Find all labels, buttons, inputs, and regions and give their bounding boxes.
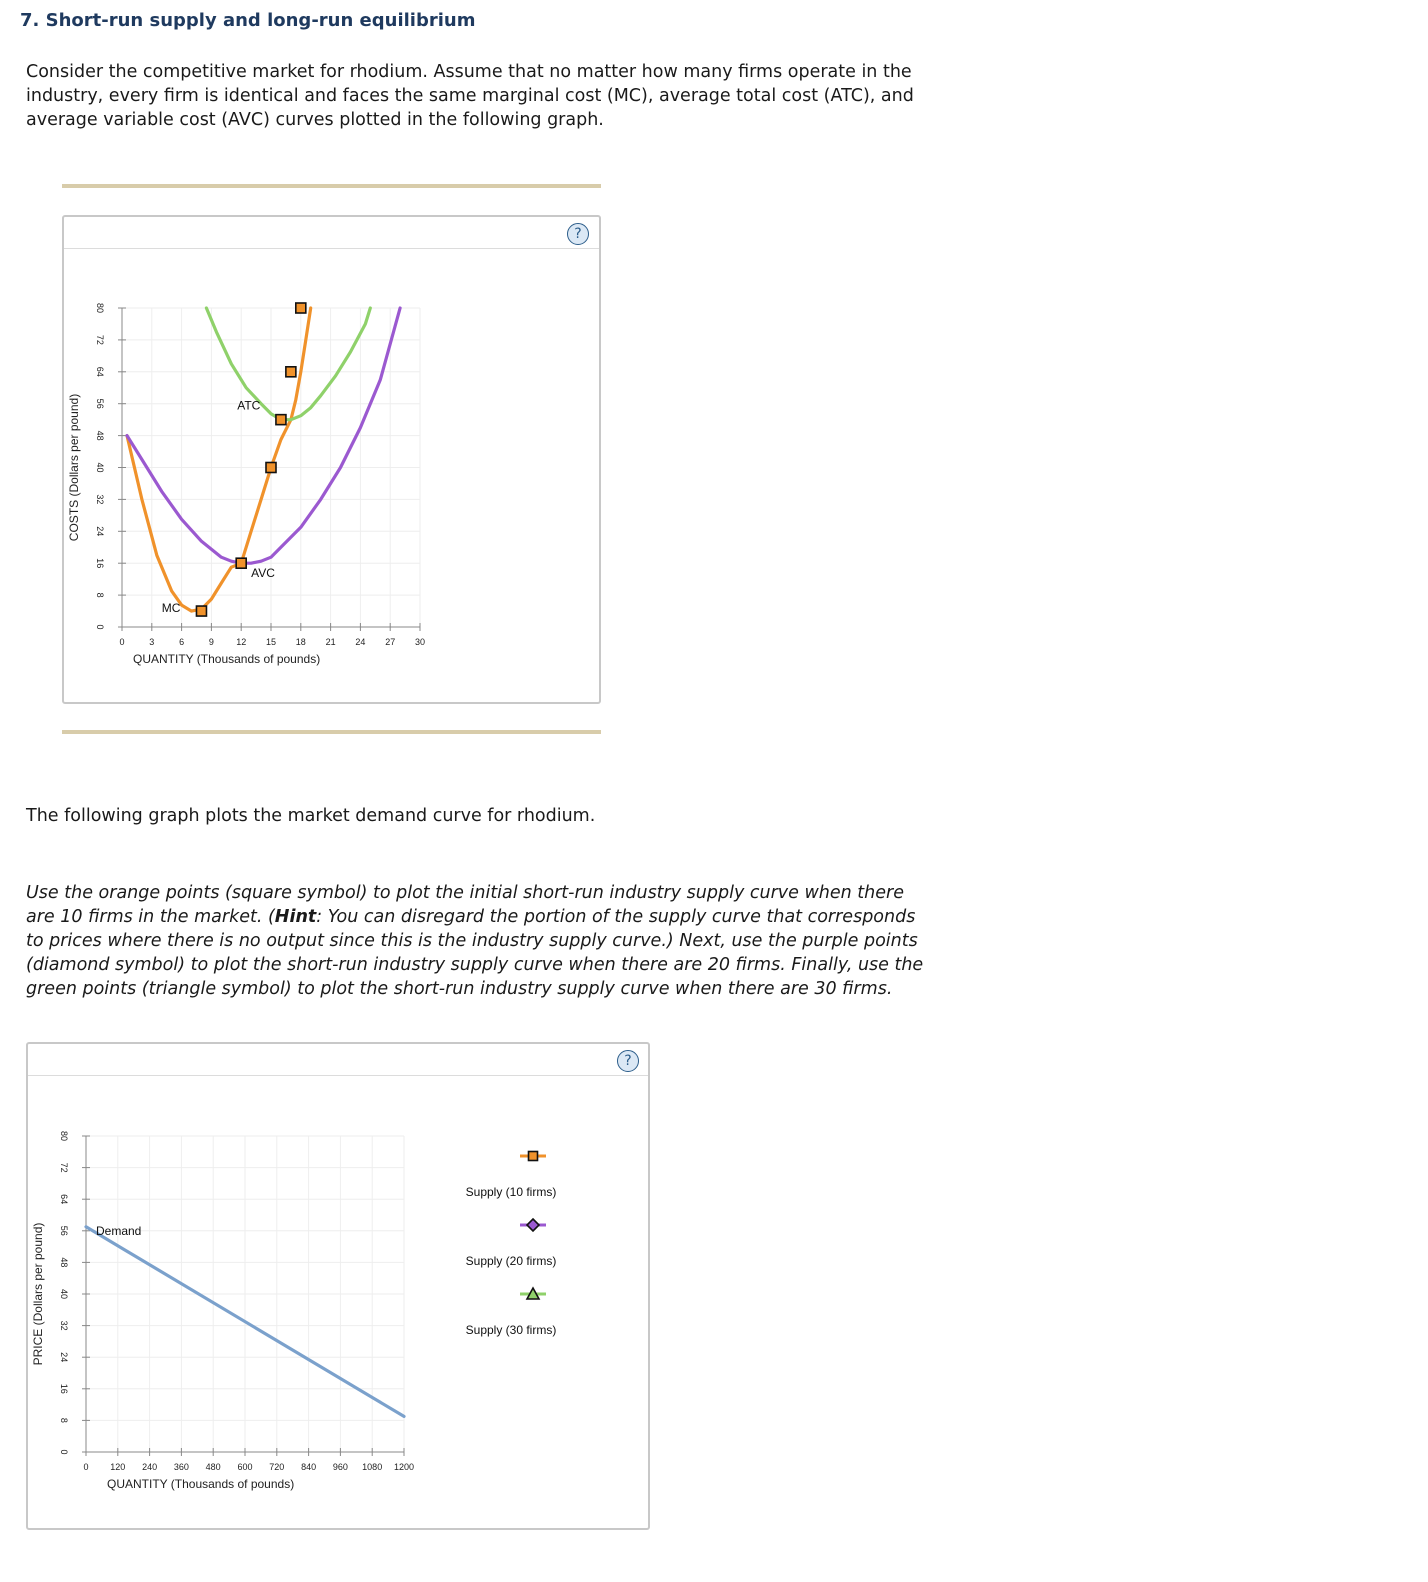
cost-y-tick-label: 64 (95, 366, 105, 377)
demand-y-tick-label: 24 (59, 1352, 69, 1363)
intro-text: Consider the competitive market for rhodium. Assume that no matter how many firms operate in the industry, every firm is identical and faces the same marginal cost (MC), average total cost (ATC), and average variable cost (AVC) curves plotted in the following graph. (26, 62, 914, 130)
cost-graph-help-icon[interactable]: ? (567, 223, 589, 245)
atc-curve (206, 308, 370, 420)
mc-curve (127, 308, 311, 611)
cost-x-tick-label: 3 (149, 637, 155, 647)
demand-y-tick-label: 40 (59, 1288, 69, 1300)
cost-y-tick-label: 8 (95, 592, 105, 598)
cost-x-tick-label: 21 (325, 637, 336, 647)
cost-x-tick-label: 0 (119, 637, 125, 647)
cost-x-tick-label: 27 (385, 637, 396, 647)
demand-x-tick-label: 0 (83, 1462, 89, 1472)
legend-square-marker (529, 1152, 538, 1161)
page-title: 7. Short-run supply and long-run equilibrium (20, 10, 476, 31)
demand-x-tick-label: 840 (301, 1462, 317, 1472)
cost-y-tick-label: 0 (95, 624, 105, 630)
instruction-part-1: Use the orange points (square symbol) to plot the initial short-run industry supply curve when there are 10 firms in the market. ( (26, 883, 904, 927)
demand-x-tick-label: 1080 (362, 1462, 383, 1472)
mc-point (286, 367, 296, 377)
cost-x-tick-label: 30 (414, 637, 426, 647)
cost-y-tick-label: 40 (95, 462, 105, 473)
demand-x-tick-label: 360 (173, 1462, 189, 1472)
demand-graph-help-icon[interactable]: ? (617, 1050, 639, 1072)
avc-label: AVC (251, 566, 275, 581)
cost-x-axis-title: QUANTITY (Thousands of pounds) (133, 652, 321, 666)
bottom-divider (62, 730, 601, 734)
instruction-part-2: : You can disregard the portion of the supply curve that corresponds to prices where there is no output since this is the industry supply curve.) Next, use the purple points (diamond symbol) to plot the short-run industry supply curve when there are 20 firms. Finally, use the green points (triangle symbol) to plot the short-run industry supply curve when there are 30 firms. (26, 907, 924, 999)
hint-label: Hint (274, 907, 317, 927)
instruction-text (26, 881, 926, 1001)
cost-x-tick-label: 12 (236, 637, 247, 647)
mc-point (196, 606, 206, 616)
demand-y-tick-label: 72 (58, 1162, 69, 1173)
mc-point (266, 463, 276, 473)
cost-x-tick-label: 9 (208, 637, 214, 647)
demand-y-tick-label: 16 (59, 1383, 69, 1394)
demand-y-tick-label: 48 (59, 1257, 69, 1268)
mc-point (236, 558, 246, 568)
demand-x-tick-label: 240 (142, 1462, 158, 1472)
cost-chart[interactable] (62, 215, 601, 704)
cost-y-tick-label: 16 (95, 558, 105, 569)
cost-y-tick-label: 56 (95, 398, 105, 409)
demand-intro-text: The following graph plots the market demand curve for rhodium. (26, 806, 596, 826)
demand-chart[interactable] (26, 1042, 650, 1530)
cost-y-tick-label: 80 (95, 302, 105, 314)
demand-x-tick-label: 1200 (393, 1462, 415, 1472)
demand-x-tick-label: 120 (110, 1462, 126, 1472)
demand-y-tick-label: 32 (59, 1320, 69, 1331)
cost-x-tick-label: 15 (265, 637, 277, 647)
cost-y-axis-title: COSTS (Dollars per pound) (67, 393, 81, 542)
mc-point (276, 415, 286, 425)
legend-label-square: Supply (10 firms) (465, 1185, 557, 1199)
legend-label-diamond: Supply (20 firms) (465, 1254, 557, 1268)
cost-y-tick-label: 24 (95, 526, 105, 537)
cost-y-tick-label: 72 (95, 334, 105, 345)
top-divider (62, 184, 601, 188)
demand-x-tick-label: 600 (237, 1462, 253, 1472)
legend-diamond-marker (527, 1219, 539, 1231)
demand-y-tick-label: 80 (59, 1130, 69, 1142)
demand-x-tick-label: 960 (332, 1462, 348, 1472)
demand-x-axis-title: QUANTITY (Thousands of pounds) (107, 1477, 295, 1491)
cost-x-tick-label: 6 (179, 637, 185, 647)
mc-label: MC (161, 601, 181, 616)
mc-point (296, 303, 306, 313)
cost-x-tick-label: 18 (295, 637, 306, 647)
cost-y-tick-label: 32 (95, 494, 105, 505)
legend-label-triangle: Supply (30 firms) (465, 1323, 557, 1337)
atc-label: ATC (237, 398, 261, 413)
demand-label: Demand (96, 1223, 142, 1238)
demand-x-tick-label: 480 (205, 1462, 221, 1472)
demand-y-tick-label: 56 (59, 1225, 69, 1236)
cost-y-tick-label: 48 (95, 430, 105, 441)
demand-y-tick-label: 0 (59, 1449, 69, 1455)
cost-x-tick-label: 24 (355, 637, 366, 647)
demand-y-tick-label: 8 (59, 1417, 69, 1423)
demand-y-tick-label: 64 (59, 1194, 69, 1205)
demand-y-axis-title: PRICE (Dollars per pound) (31, 1222, 45, 1366)
demand-x-tick-label: 720 (269, 1462, 285, 1472)
